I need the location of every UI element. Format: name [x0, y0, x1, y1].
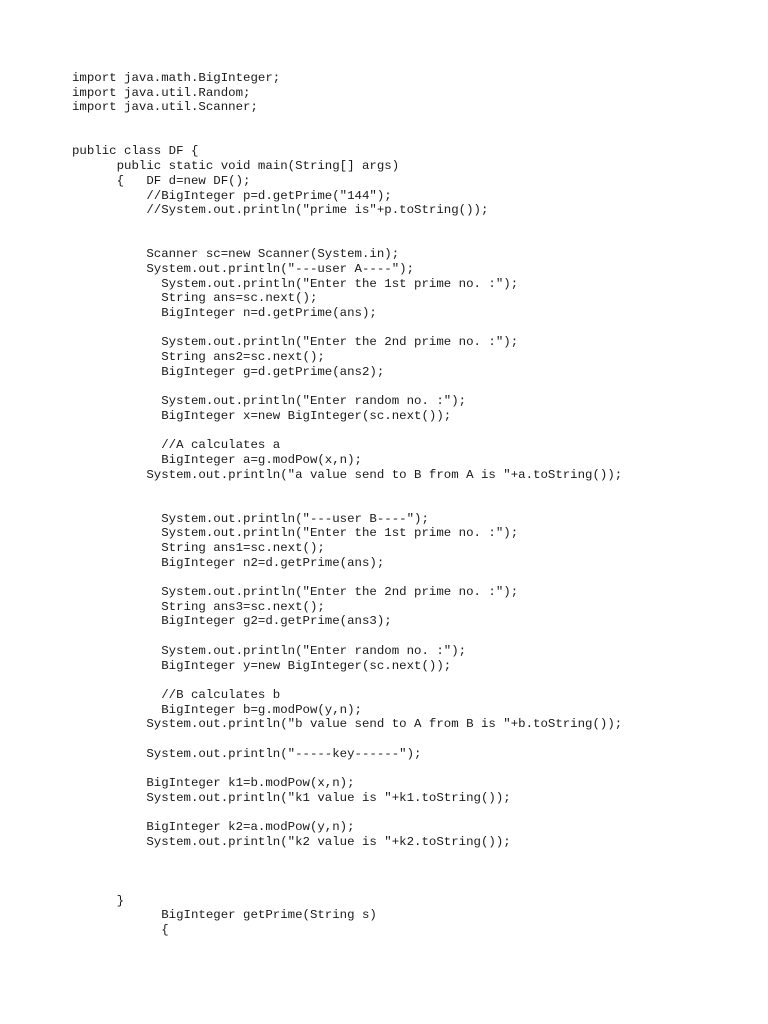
code-line — [72, 673, 622, 688]
code-line: BigInteger k1=b.modPow(x,n); — [72, 776, 355, 790]
code-line — [72, 218, 622, 233]
code-line: BigInteger g=d.getPrime(ans2); — [72, 364, 385, 379]
code-line: //BigInteger p=d.getPrime("144"); — [72, 188, 392, 203]
code-line: System.out.println("Enter random no. :"); — [72, 394, 467, 409]
code-line: public class DF { — [72, 144, 199, 159]
code-line: BigInteger b=g.modPow(y,n); — [72, 702, 362, 717]
code-line — [72, 570, 622, 585]
code-line: import java.util.Random; — [72, 85, 251, 100]
code-line — [72, 424, 622, 439]
code-line: BigInteger k2=a.modPow(y,n); — [72, 820, 355, 835]
code-line: BigInteger y=new BigInteger(sc.next()); — [72, 658, 452, 673]
code-line: //A calculates a — [72, 438, 281, 453]
code-line — [72, 379, 622, 394]
code-line: System.out.println("---user A----"); — [72, 261, 415, 276]
code-line: } — [72, 893, 125, 908]
code-line: System.out.println("Enter the 2nd prime no. :"); — [72, 585, 519, 600]
code-listing — [72, 71, 622, 938]
code-line: System.out.println("b value send to A from B is "+b.toString()); — [72, 717, 623, 732]
code-line: String ans=sc.next(); — [72, 291, 318, 306]
code-line: public static void main(String[] args) — [72, 159, 400, 174]
code-line — [72, 864, 622, 879]
code-line — [72, 233, 622, 248]
code-line: System.out.println("Enter random no. :"); — [72, 643, 467, 658]
code-line — [72, 849, 622, 864]
code-line — [72, 497, 622, 512]
code-line — [72, 130, 622, 145]
code-line: BigInteger n2=d.getPrime(ans); — [72, 555, 385, 570]
code-line: { DF d=new DF(); — [72, 173, 251, 188]
code-line — [72, 115, 622, 130]
code-line — [72, 761, 622, 776]
code-line: { — [72, 922, 169, 937]
code-line — [72, 482, 622, 497]
code-line: System.out.println("---user B----"); — [72, 511, 429, 526]
code-line: System.out.println("-----key------"); — [72, 746, 422, 761]
code-line: BigInteger x=new BigInteger(sc.next()); — [72, 408, 452, 423]
code-line — [72, 805, 622, 820]
code-line: System.out.println("Enter the 1st prime no. :"); — [72, 276, 519, 291]
code-line — [72, 629, 622, 644]
code-line: BigInteger g2=d.getPrime(ans3); — [72, 614, 392, 629]
code-line: //B calculates b — [72, 687, 281, 702]
code-line: BigInteger n=d.getPrime(ans); — [72, 306, 377, 320]
code-line: import java.util.Scanner; — [72, 100, 258, 115]
code-line: import java.math.BigInteger; — [72, 71, 281, 85]
code-line: System.out.println("k2 value is "+k2.toString()); — [72, 834, 511, 849]
code-line: //System.out.println("prime is"+p.toString()); — [72, 203, 489, 218]
code-line: String ans3=sc.next(); — [72, 599, 325, 614]
code-line: Scanner sc=new Scanner(System.in); — [72, 247, 400, 262]
code-line: String ans2=sc.next(); — [72, 350, 325, 365]
code-line: String ans1=sc.next(); — [72, 541, 325, 555]
code-line — [72, 321, 622, 336]
code-line: System.out.println("Enter the 2nd prime no. :"); — [72, 335, 519, 350]
code-line: System.out.println("k1 value is "+k1.toString()); — [72, 790, 511, 805]
code-line: System.out.println("Enter the 1st prime no. :"); — [72, 526, 519, 541]
code-line: System.out.println("a value send to B from A is "+a.toString()); — [72, 467, 623, 482]
code-line — [72, 732, 622, 747]
code-line: BigInteger a=g.modPow(x,n); — [72, 452, 362, 467]
code-line — [72, 879, 622, 894]
code-line: BigInteger getPrime(String s) — [72, 908, 377, 923]
